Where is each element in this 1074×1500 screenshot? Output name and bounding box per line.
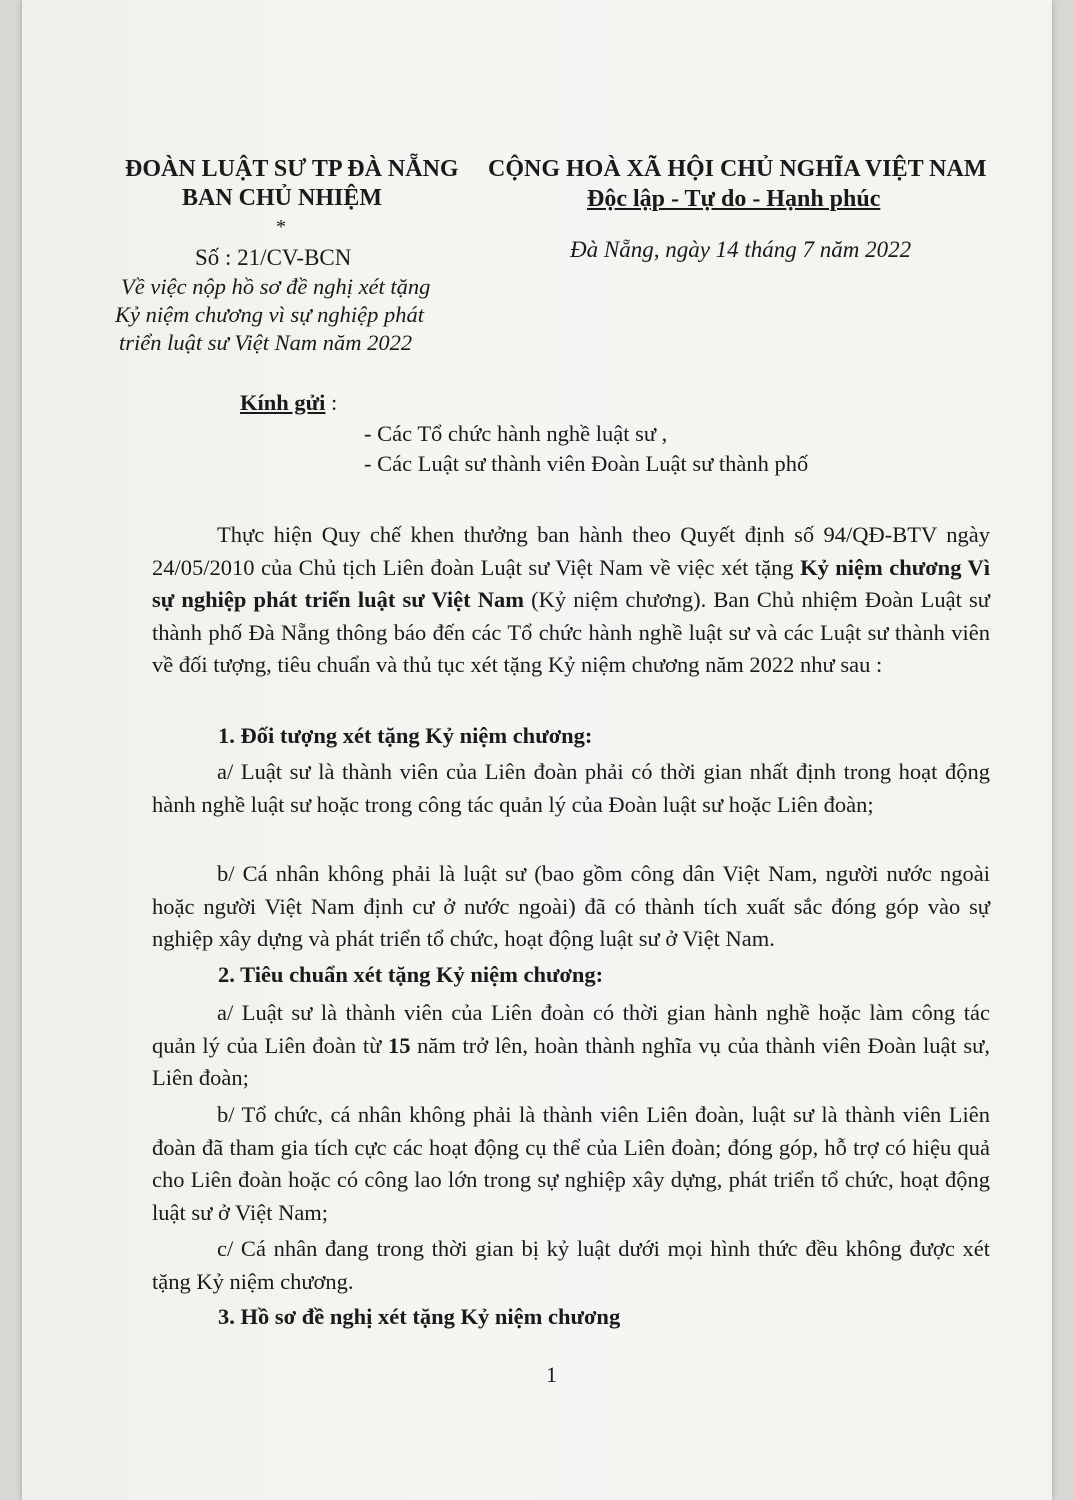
org-star: * [276, 216, 286, 238]
subject-line: triển luật sư Việt Nam năm 2022 [119, 330, 413, 355]
recipient-item: - Các Tổ chức hành nghề luật sư , [364, 421, 668, 446]
country-name: CỘNG HOÀ XÃ HỘI CHỦ NGHĨA VIỆT NAM [488, 156, 987, 182]
subject-line: Về việc nộp hồ sơ đề nghị xét tặng [121, 274, 431, 299]
place-date: Đà Nẵng, ngày 14 tháng 7 năm 2022 [570, 237, 912, 262]
section-1-item-b: b/ Cá nhân không phải là luật sư (bao gồm công dân Việt Nam, người nước ngoài hoặc người Việt Nam định cư ở nước ngoài) đã có thành tích xuất sắc đóng góp vào sự nghiệp xây dựng và phát triển tổ chức, hoạt động luật sư ở Việt Nam. [152, 861, 990, 951]
org-department: BAN CHỦ NHIỆM [182, 185, 383, 211]
document-page [22, 0, 1052, 1500]
section-2-a-text: a/ Luật sư là thành viên của Liên đoàn có thời gian hành nghề hoặc làm công tác quản lý của Liên đoàn từ [152, 1000, 990, 1058]
recipient-item: - Các Luật sư thành viên Đoàn Luật sư thành phố [364, 451, 809, 476]
section-1-item-a: a/ Luật sư là thành viên của Liên đoàn phải có thời gian nhất định trong hoạt động hành nghề luật sư hoặc trong công tác quản lý của Đoàn luật sư hoặc Liên đoàn; [152, 759, 990, 817]
section-2-item-a [152, 997, 990, 1095]
page-number: 1 [546, 1362, 557, 1387]
section-2-title: 2. Tiêu chuẩn xét tặng Kỷ niệm chương: [218, 962, 604, 987]
doc-number: Số : 21/CV-BCN [195, 245, 352, 270]
country-motto: Độc lập - Tự do - Hạnh phúc [587, 186, 881, 212]
intro-text: Thực hiện Quy chế khen thưởng ban hành theo Quyết định số 94/QĐ-BTV ngày 24/05/2010 của Chủ tịch Liên đoàn Luật sư Việt Nam về việc xét tặng [152, 522, 990, 580]
section-2-a-bold: 15 [387, 1032, 411, 1058]
intro-text: (Kỷ niệm chương). Ban Chủ nhiệm Đoàn Luật sư thành phố Đà Nẵng thông báo đến các Tổ chức hành nghề luật sư và các Luật sư thành viên về đối tượng, tiêu chuẩn và thủ tục xét tặng Kỷ niệm chương năm 2022 như sau : [152, 587, 990, 677]
recipients-heading [240, 390, 337, 416]
section-2-item-c: c/ Cá nhân đang trong thời gian bị kỷ luật dưới mọi hình thức đều không được xét tặng Kỷ niệm chương. [152, 1236, 990, 1294]
section-3-title: 3. Hồ sơ đề nghị xét tặng Kỷ niệm chương [218, 1304, 621, 1329]
section-2-item-b: b/ Tổ chức, cá nhân không phải là thành viên Liên đoàn, luật sư là thành viên Liên đoàn đã tham gia tích cực các hoạt động cụ thể của Liên đoàn; đóng góp, hỗ trợ có hiệu quả cho Liên đoàn hoặc có công lao lớn trong sự nghiệp xây dựng, phát triển tổ chức, hoạt động luật sư ở Việt Nam; [152, 1102, 990, 1225]
recipients-label: Kính gửi [240, 390, 326, 415]
org-name: ĐOÀN LUẬT SƯ TP ĐÀ NẴNG [125, 156, 459, 182]
section-2-a-text: năm trở lên, hoàn thành nghĩa vụ của thành viên Đoàn luật sư, Liên đoàn; [152, 1032, 990, 1090]
intro-paragraph [152, 519, 990, 682]
section-1-title: 1. Đối tượng xét tặng Kỷ niệm chương: [218, 723, 593, 748]
recipients-colon: : [325, 390, 338, 415]
intro-bold-text: Kỷ niệm chương Vì sự nghiệp phát triển luật sư Việt Nam [152, 554, 990, 612]
subject-line: Kỷ niệm chương vì sự nghiệp phát [115, 302, 425, 327]
